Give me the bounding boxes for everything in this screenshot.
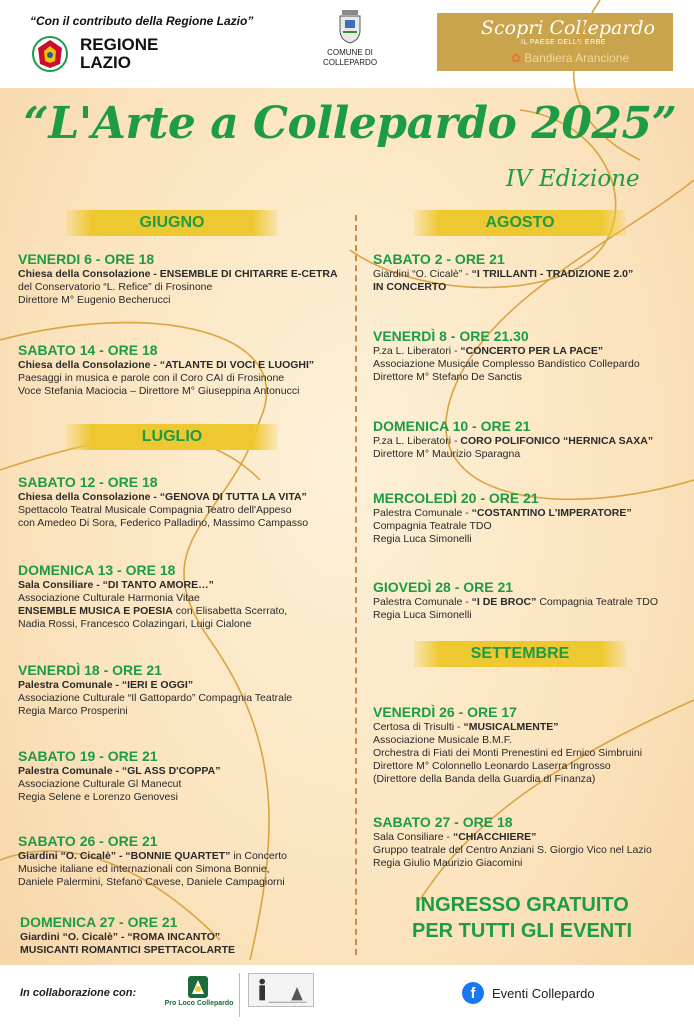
event-title: “ATLANTE DI VOCI E LUOGHI” [159, 359, 315, 371]
pro-loco-logo-icon [168, 974, 228, 1016]
event-detail: IN CONCERTO [373, 281, 447, 293]
event-date: DOMENICA 13 - ORE 18 [18, 562, 176, 578]
comune-line1: COMUNE DI [327, 48, 373, 57]
separator: - [443, 831, 453, 843]
separator: - [93, 579, 103, 591]
event-place: Chiesa della Consolazione [18, 491, 151, 503]
ingresso-line1: INGRESSO GRATUITO [415, 894, 629, 916]
event-title: “COSTANTINO L'IMPERATORE” [471, 507, 632, 519]
event-agosto-8 [373, 328, 694, 384]
event-title: “DI TANTO AMORE…” [102, 579, 214, 591]
event-line [373, 268, 694, 281]
month-banner-luglio: LUGLIO [66, 424, 278, 450]
event-line [373, 345, 694, 358]
event-line [18, 679, 358, 692]
event-title: “CHIACCHIERE” [452, 831, 537, 843]
scopri-collepardo-banner [437, 13, 673, 71]
event-title: ENSEMBLE DI CHITARRE E-CETRA [159, 268, 338, 280]
event-detail: (Direttore della Banda della Guardia di Finanza) [373, 773, 596, 785]
event-title: “MUSICALMENTE” [463, 721, 559, 733]
event-luglio-12 [18, 474, 358, 530]
event-detail: Direttore M° Maurizio Sparagna [373, 448, 521, 460]
event-settembre-26 [373, 704, 694, 786]
separator: - [462, 596, 472, 608]
event-detail: Compagnia Teatrale TDO [373, 520, 492, 532]
event-detail: del Conservatorio “L. Refice” di Frosinone [18, 281, 213, 293]
scopri-title: Scopri Collepardo [481, 17, 656, 39]
event-place: Sala Consiliare [18, 579, 94, 591]
event-line [373, 721, 694, 734]
event-title: “CONCERTO PER LA PACE” [460, 345, 604, 357]
event-date: VENERDÌ 18 - ORE 21 [18, 662, 162, 678]
separator: - [451, 345, 461, 357]
month-banner-agosto: AGOSTO [414, 210, 626, 236]
event-place: Palestra Comunale [18, 679, 113, 691]
facebook-page-label[interactable]: Eventi Collepardo [492, 986, 595, 1001]
event-line [18, 850, 358, 863]
separator: - [116, 850, 126, 862]
event-detail: Associazione Culturale Harmonia Vitae [18, 592, 200, 604]
event-detail: Associazione Musicale B.M.F. [373, 734, 512, 746]
event-luglio-27 [20, 914, 360, 957]
comune-line2: COLLEPARDO [322, 58, 378, 67]
event-detail: Regia Giulio Maurizio Giacomini [373, 857, 523, 869]
event-detail [18, 605, 358, 618]
event-date: DOMENICA 27 - ORE 21 [20, 914, 178, 930]
event-place: Certosa di Trisulti [373, 721, 455, 733]
regione-lazio-logo-icon [32, 36, 68, 72]
scopri-subtitle: IL PAESE DELLE ERBE [521, 39, 606, 46]
separator: - [454, 721, 464, 733]
event-agosto-2 [373, 251, 694, 294]
event-date: DOMENICA 10 - ORE 21 [373, 418, 531, 434]
event-detail: Direttore M° Stefano De Sanctis [373, 371, 522, 383]
separator: - [112, 765, 122, 777]
event-detail: Direttore M° Eugenio Becherucci [18, 294, 171, 306]
event-date: SABATO 12 - ORE 18 [18, 474, 158, 490]
event-place: Chiesa della Consolazione [18, 359, 151, 371]
ingresso-gratuito [374, 892, 670, 944]
separator: - [150, 359, 160, 371]
event-place: Palestra Comunale [373, 507, 463, 519]
event-place: Palestra Comunale [18, 765, 113, 777]
event-detail: MUSICANTI ROMANTICI SPETTACOLARTE [20, 944, 236, 956]
event-place: Palestra Comunale [373, 596, 463, 608]
event-title: “ROMA INCANTO” [127, 931, 221, 943]
event-detail: Orchestra di Fiati dei Monti Prenestini ed Ernico Simbruini [373, 747, 643, 759]
ingresso-line2: PER TUTTI GLI EVENTI [411, 920, 632, 942]
event-detail: Paesaggi in musica e parole con il Coro CAI di Frosinone [18, 372, 285, 384]
event-place: Chiesa della Consolazione [18, 268, 151, 280]
event-line [373, 435, 694, 448]
event-detail: con Amedeo Di Sora, Federico Palladino, Massimo Campasso [18, 517, 309, 529]
regione-line2: LAZIO [80, 53, 131, 72]
event-detail: Regia Luca Simonelli [373, 533, 472, 545]
regione-line1: REGIONE [80, 35, 159, 54]
event-place: P.za L. Liberatori [373, 345, 452, 357]
event-date: SABATO 27 - ORE 18 [373, 814, 513, 830]
event-line [18, 359, 358, 372]
event-date: SABATO 26 - ORE 21 [18, 833, 158, 849]
event-detail: Associazione Culturale “Il Gattopardo” Compagnia Teatrale [18, 692, 293, 704]
event-place: P.za L. Liberatori [373, 435, 452, 447]
collaborazione-label: In collaborazione con: [20, 987, 137, 999]
event-place: Sala Consiliare [373, 831, 444, 843]
event-place: Giardini “O. Cicalè” [373, 268, 463, 280]
event-detail: Regia Selene e Lorenzo Genovesi [18, 791, 178, 803]
event-title: “I DE BROC” [471, 596, 537, 608]
event-detail: Direttore M° Colonnello Leonardo Laserra Ingrosso [373, 760, 611, 772]
event-title-tail: Compagnia Teatrale TDO [536, 596, 658, 608]
event-line [18, 491, 358, 504]
poster-title: “L'Arte a Collepardo 2025” [23, 98, 677, 149]
orange-flag-icon: ✿ [511, 51, 522, 65]
event-title: “IERI E OGGI” [121, 679, 194, 691]
event-detail: Regia Luca Simonelli [373, 609, 472, 621]
event-line [373, 596, 694, 609]
event-title-tail: in Concerto [230, 850, 287, 862]
event-line [18, 765, 358, 778]
event-line [373, 507, 694, 520]
event-detail: Regia Marco Prosperini [18, 705, 128, 717]
bandiera-arancione [511, 51, 629, 65]
event-title: “GL ASS D'COPPA” [121, 765, 221, 777]
event-date: SABATO 19 - ORE 21 [18, 748, 158, 764]
edition-label: IV Edizione [506, 166, 640, 192]
event-agosto-10 [373, 418, 694, 461]
event-date: VENERDÌ 8 - ORE 21.30 [373, 328, 529, 344]
event-date: VENERDÌ 26 - ORE 17 [373, 704, 517, 720]
regione-contributo-text: “Con il contributo della Regione Lazio” [30, 14, 254, 28]
event-detail: Musiche italiane ed internazionali con Simona Bonnie, [18, 863, 270, 875]
event-place: Giardini “O. Cicalè” [18, 850, 117, 862]
event-line [373, 831, 694, 844]
header [0, 0, 694, 88]
separator: - [118, 931, 128, 943]
separator: - [451, 435, 461, 447]
event-line [20, 931, 360, 944]
footer [0, 965, 694, 1024]
pro-loco-name: Pro Loco Collepardo [164, 1000, 234, 1007]
event-luglio-18 [18, 662, 358, 718]
event-detail: Associazione Culturale Gl Manecut [18, 778, 182, 790]
separator: - [462, 507, 472, 519]
event-date: VENERDI 6 - ORE 18 [18, 251, 155, 267]
event-luglio-19 [18, 748, 358, 804]
event-date: SABATO 2 - ORE 21 [373, 251, 505, 267]
event-detail: Associazione Musicale Complesso Bandistico Collepardo [373, 358, 640, 370]
event-giugno-14 [18, 342, 358, 398]
event-ensemble: ENSEMBLE MUSICA E POESIA [18, 605, 173, 617]
event-luglio-26 [18, 833, 358, 889]
month-banner-giugno: GIUGNO [66, 210, 278, 236]
bandiera-label: Bandiera Arancione [524, 51, 630, 65]
event-title: CORO POLIFONICO “HERNICA SAXA” [460, 435, 654, 447]
event-settembre-27 [373, 814, 694, 870]
event-title: “GENOVA DI TUTTA LA VITA” [159, 491, 307, 503]
comune-crest-icon [337, 8, 363, 44]
footer-separator [239, 973, 240, 1017]
event-agosto-20 [373, 490, 694, 546]
regione-lazio-name [80, 36, 158, 72]
month-banner-settembre: SETTEMBRE [414, 641, 626, 667]
facebook-icon[interactable]: f [462, 982, 484, 1004]
event-place: Giardini “O. Cicalè” [20, 931, 119, 943]
event-luglio-13 [18, 562, 358, 631]
event-detail: Spettacolo Teatral Musicale Compagnia Teatro dell'Appeso [18, 504, 292, 516]
comune-name [308, 48, 392, 68]
separator: - [150, 268, 160, 280]
event-date: MERCOLEDÌ 20 - ORE 21 [373, 490, 539, 506]
event-title: “I TRILLANTI - TRADIZIONE 2.0” [471, 268, 634, 280]
event-line [18, 268, 358, 281]
event-line [18, 579, 358, 592]
event-title: “BONNIE QUARTET” [125, 850, 231, 862]
event-giugno-6 [18, 251, 358, 307]
partner-logo-icon [248, 973, 314, 1007]
event-date: GIOVEDÌ 28 - ORE 21 [373, 579, 514, 595]
event-detail: Nadia Rossi, Francesco Colazingari, Luigi Cialone [18, 618, 252, 630]
event-date: SABATO 14 - ORE 18 [18, 342, 158, 358]
separator: - [112, 679, 122, 691]
event-detail: Voce Stefania Maciocia – Direttore M° Giuseppina Antonucci [18, 385, 300, 397]
event-detail: Daniele Palermini, Stefano Cavese, Daniele Campagiorni [18, 876, 285, 888]
event-agosto-28 [373, 579, 694, 622]
event-detail: Gruppo teatrale del Centro Anziani S. Giorgio Vico nel Lazio [373, 844, 652, 856]
separator: - [462, 268, 472, 280]
separator: - [150, 491, 160, 503]
event-detail-tail: con Elisabetta Scerrato, [172, 605, 288, 617]
